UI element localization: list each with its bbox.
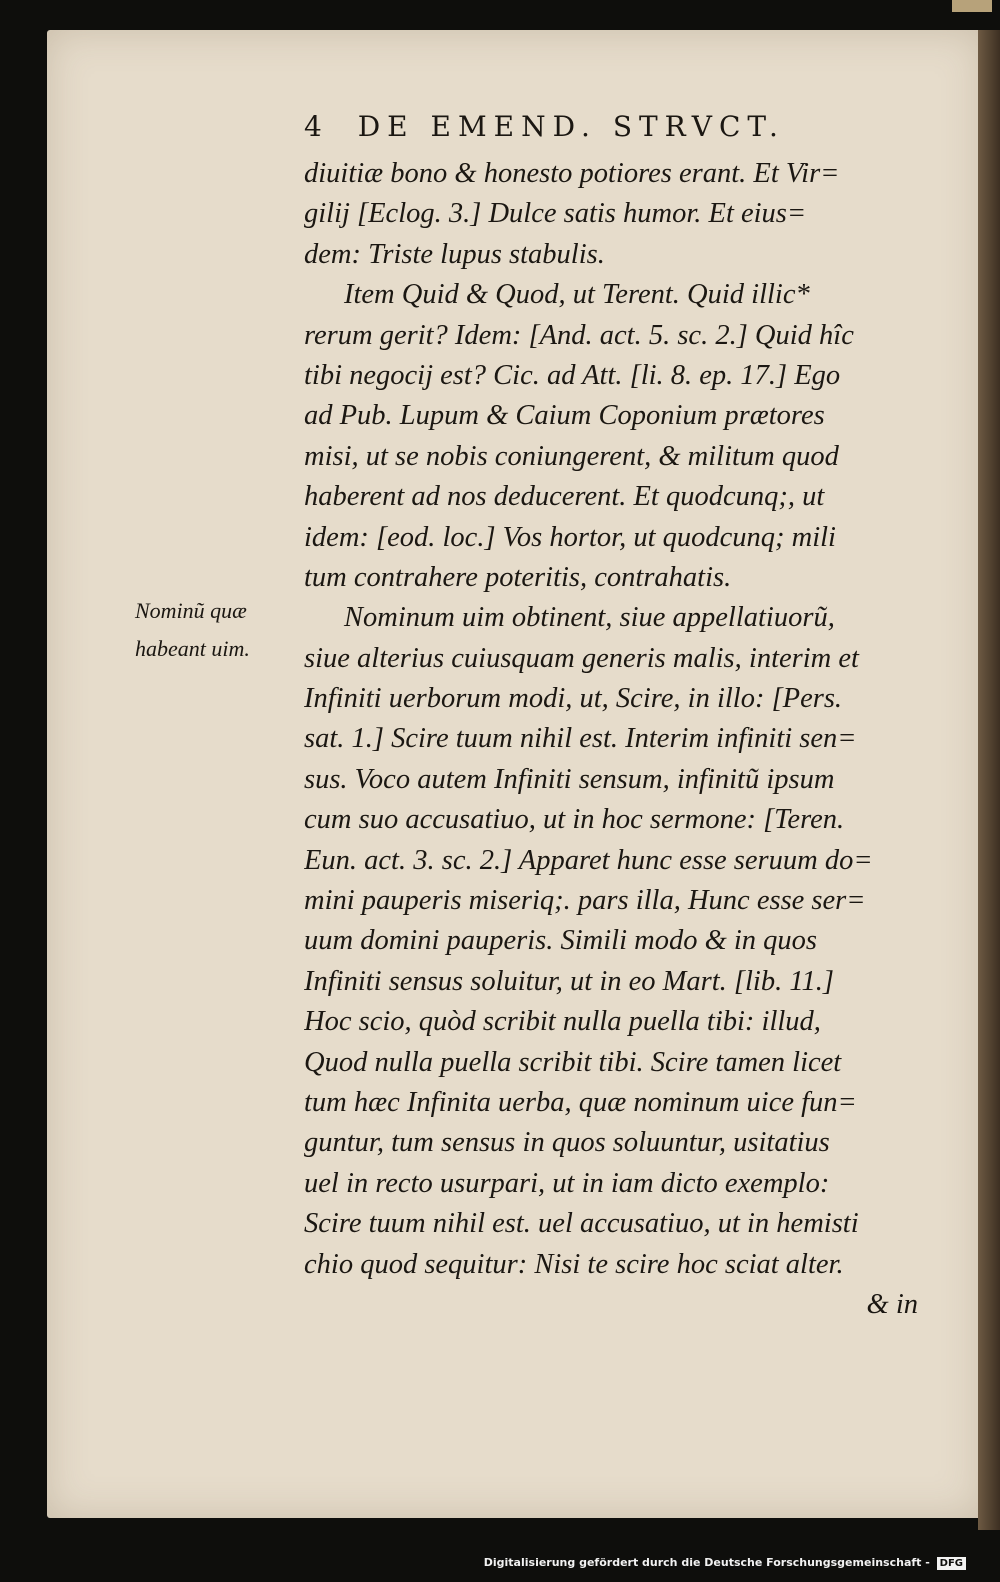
- text-line: uel in recto usurpari, ut in iam dicto exemplo:: [304, 1167, 830, 1199]
- text-line: Infiniti uerborum modi, ut, Scire, in illo: [Pers.: [304, 683, 843, 715]
- catchword: & in: [866, 1288, 918, 1320]
- text-line: rerum gerit? Idem: [And. act. 5. sc. 2.] Quid hîc: [304, 319, 854, 351]
- text-line: dem: Triste lupus stabulis.: [304, 238, 605, 270]
- text-line: Item Quid & Quod, ut Terent. Quid illic*: [344, 279, 810, 311]
- text-line: ad Pub. Lupum & Caium Coponium prætores: [304, 400, 825, 432]
- running-header: [304, 110, 864, 150]
- marginal-note-line: habeant uim.: [135, 636, 250, 661]
- text-line: tum hæc Infinita uerba, quæ nominum uice fun=: [304, 1086, 857, 1118]
- text-line: uum domini pauperis. Simili modo & in quos: [304, 925, 818, 957]
- marginal-note: [135, 592, 305, 668]
- text-line: Infiniti sensus soluitur, ut in eo Mart. [lib. 11.]: [304, 965, 834, 997]
- next-page-corner: [952, 0, 992, 12]
- text-line: haberent ad nos deducerent. Et quodcunq;, ut: [304, 481, 825, 513]
- text-line: misi, ut se nobis coniungerent, & militum quod: [304, 440, 839, 472]
- digitization-credit: [484, 1556, 966, 1570]
- credit-text: Digitalisierung gefördert durch die Deutsche Forschungsgemeinschaft -: [483, 1556, 930, 1569]
- text-line: sat. 1.] Scire tuum nihil est. Interim infiniti sen=: [304, 723, 857, 755]
- text-line: mini pauperis miseriq;. pars illa, Hunc esse ser=: [304, 885, 866, 917]
- page-edge: [978, 30, 1000, 1530]
- text-line: Scire tuum nihil est. uel accusatiuo, ut in hemisti: [304, 1208, 859, 1240]
- dfg-logo: DFG: [937, 1557, 966, 1570]
- text-line: gilij [Eclog. 3.] Dulce satis humor. Et eius=: [304, 198, 807, 230]
- text-line: Hoc scio, quòd scribit nulla puella tibi: illud,: [304, 1006, 821, 1038]
- text-line: Quod nulla puella scribit tibi. Scire tamen licet: [304, 1046, 842, 1078]
- text-line: Eun. act. 3. sc. 2.] Apparet hunc esse seruum do=: [304, 844, 873, 876]
- text-line: Nominum uim obtinent, siue appellatiuorũ,: [344, 602, 835, 634]
- marginal-note-line: Nominũ quæ: [135, 598, 247, 623]
- text-line: diuitiæ bono & honesto potiores erant. Et Vir=: [304, 158, 840, 189]
- text-line: sus. Voco autem Infiniti sensum, infinitũ ipsum: [304, 763, 835, 795]
- text-line: cum suo accusatiuo, ut in hoc sermone: [Teren.: [304, 804, 845, 836]
- text-line: siue alterius cuiusquam generis malis, interim et: [304, 642, 859, 674]
- page-number: 4: [304, 110, 322, 143]
- text-line: tibi negocij est? Cic. ad Att. [li. 8. ep. 17.] Ego: [304, 359, 841, 391]
- text-line: chio quod sequitur: Nisi te scire hoc sciat alter.: [304, 1248, 844, 1280]
- text-line: idem: [eod. loc.] Vos hortor, ut quodcunq; mili: [304, 521, 836, 553]
- text-line: tum contrahere poteritis, contrahatis.: [304, 561, 732, 593]
- text-line: guntur, tum sensus in quos soluuntur, usitatius: [304, 1127, 830, 1159]
- running-title: DE EMEND. STRVCT.: [357, 110, 785, 143]
- body-text: [304, 154, 918, 1325]
